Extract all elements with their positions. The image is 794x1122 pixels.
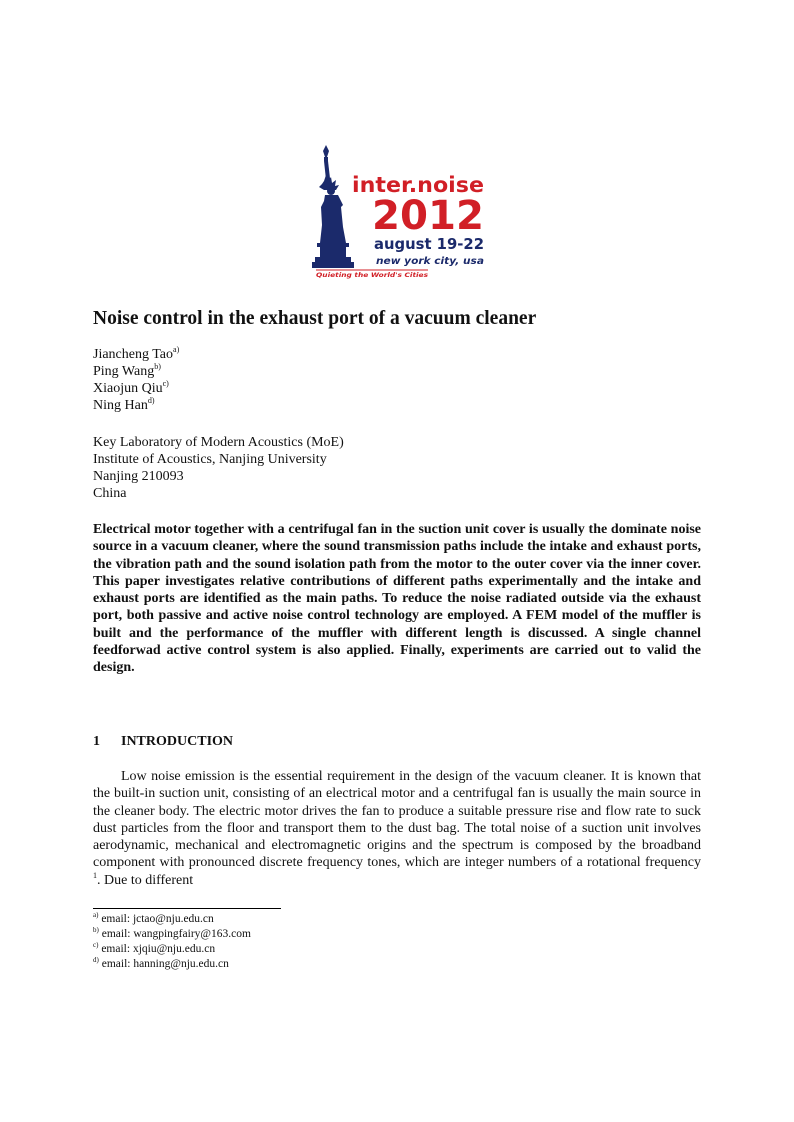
footnote-email[interactable]: email: hanning@nju.edu.cn (101, 958, 229, 970)
footnotes (93, 912, 251, 972)
conference-logo (310, 143, 494, 281)
section-heading (93, 734, 233, 750)
intro-tail: . Due to different (97, 872, 194, 888)
logo-line2: 2012 (372, 193, 484, 239)
author: Xiaojun Qiu$^{c)}$ (93, 379, 169, 396)
footnote-rule (93, 908, 281, 909)
footnote-email[interactable]: email: xjqiu@nju.edu.cn (101, 943, 216, 955)
footnote: $^{b)}$ email: wangpingfairy@163.com (93, 926, 251, 940)
paper-title: Noise control in the exhaust port of a vacuum cleaner (93, 308, 537, 329)
footnote-email[interactable]: email: wangpingfairy@163.com (101, 928, 251, 940)
logo-tagline: Quieting the World's Cities (316, 272, 429, 279)
author: Ping Wang$^{b)}$ (93, 362, 161, 379)
author: Ning Han$^{d)}$ (93, 396, 155, 413)
author-mark: a) (173, 345, 180, 354)
author-list (93, 346, 179, 414)
citation-ref[interactable]: 1 (93, 870, 97, 880)
author-mark: c) (162, 379, 169, 388)
footnote: $^{a)}$ email: jctao@nju.edu.cn (93, 911, 214, 925)
affiliation (93, 434, 344, 502)
footnote: $^{c)}$ email: xjqiu@nju.edu.cn (93, 941, 216, 955)
logo-line3: august 19-22 (374, 235, 484, 253)
affiliation-line: Key Laboratory of Modern Acoustics (MoE) (93, 435, 344, 450)
affiliation-line: Nanjing 210093 (93, 469, 184, 484)
footnote: $^{d)}$ email: hanning@nju.edu.cn (93, 956, 229, 970)
footnote-email[interactable]: email: jctao@nju.edu.cn (101, 913, 214, 925)
affiliation-line: Institute of Acoustics, Nanjing University (93, 452, 327, 467)
affiliation-line: China (93, 486, 127, 501)
logo-line4: new york city, usa (376, 256, 485, 267)
logo-line1: inter.noise (352, 173, 484, 197)
author-mark: d) (147, 396, 155, 405)
intro-text: Low noise emission is the essential requirement in the design of the vacuum cleaner. It is known that the built-in suction unit, consisting of an electrical motor and a centrifugal fan is usually the main source in the cleaner body. The electric motor drives the fan to produce a suitable pressure rise and flow rate to suck dust particles from the floor and transport them to the dust bag. The total noise of a suction unit involves aerodynamic, mechanical and electromagnetic origins and the spectrum is composed by the broadband component with pronounced discrete frequency tones, which are integer numbers of a rotational frequency (93, 769, 701, 871)
section-title: INTRODUCTION (121, 734, 234, 749)
author: Jiancheng Tao$^{a)}$ (93, 345, 180, 362)
intro-paragraph (93, 768, 701, 889)
abstract: Electrical motor together with a centrifugal fan in the suction unit cover is usually the dominate noise source in a vacuum cleaner, where the sound transmission paths include the intake and exhaust ports, the vibration path and the sound isolation path from the motor to the outer cover via the inner cover. This paper investigates relative contributions of different paths experimentally and the intake and exhaust ports are identified as the main paths. To reduce the noise radiated outside via the exhaust port, both passive and active noise control technology are employed. A FEM model of the muffler is built and the performance of the muffler with different length is discussed. A single channel feedforwad active control system is also applied. Finally, experiments are carried out to valid the design. (93, 522, 701, 676)
statue-of-liberty-icon (312, 145, 354, 268)
author-mark: b) (154, 362, 161, 371)
section-number: 1 (93, 734, 100, 749)
